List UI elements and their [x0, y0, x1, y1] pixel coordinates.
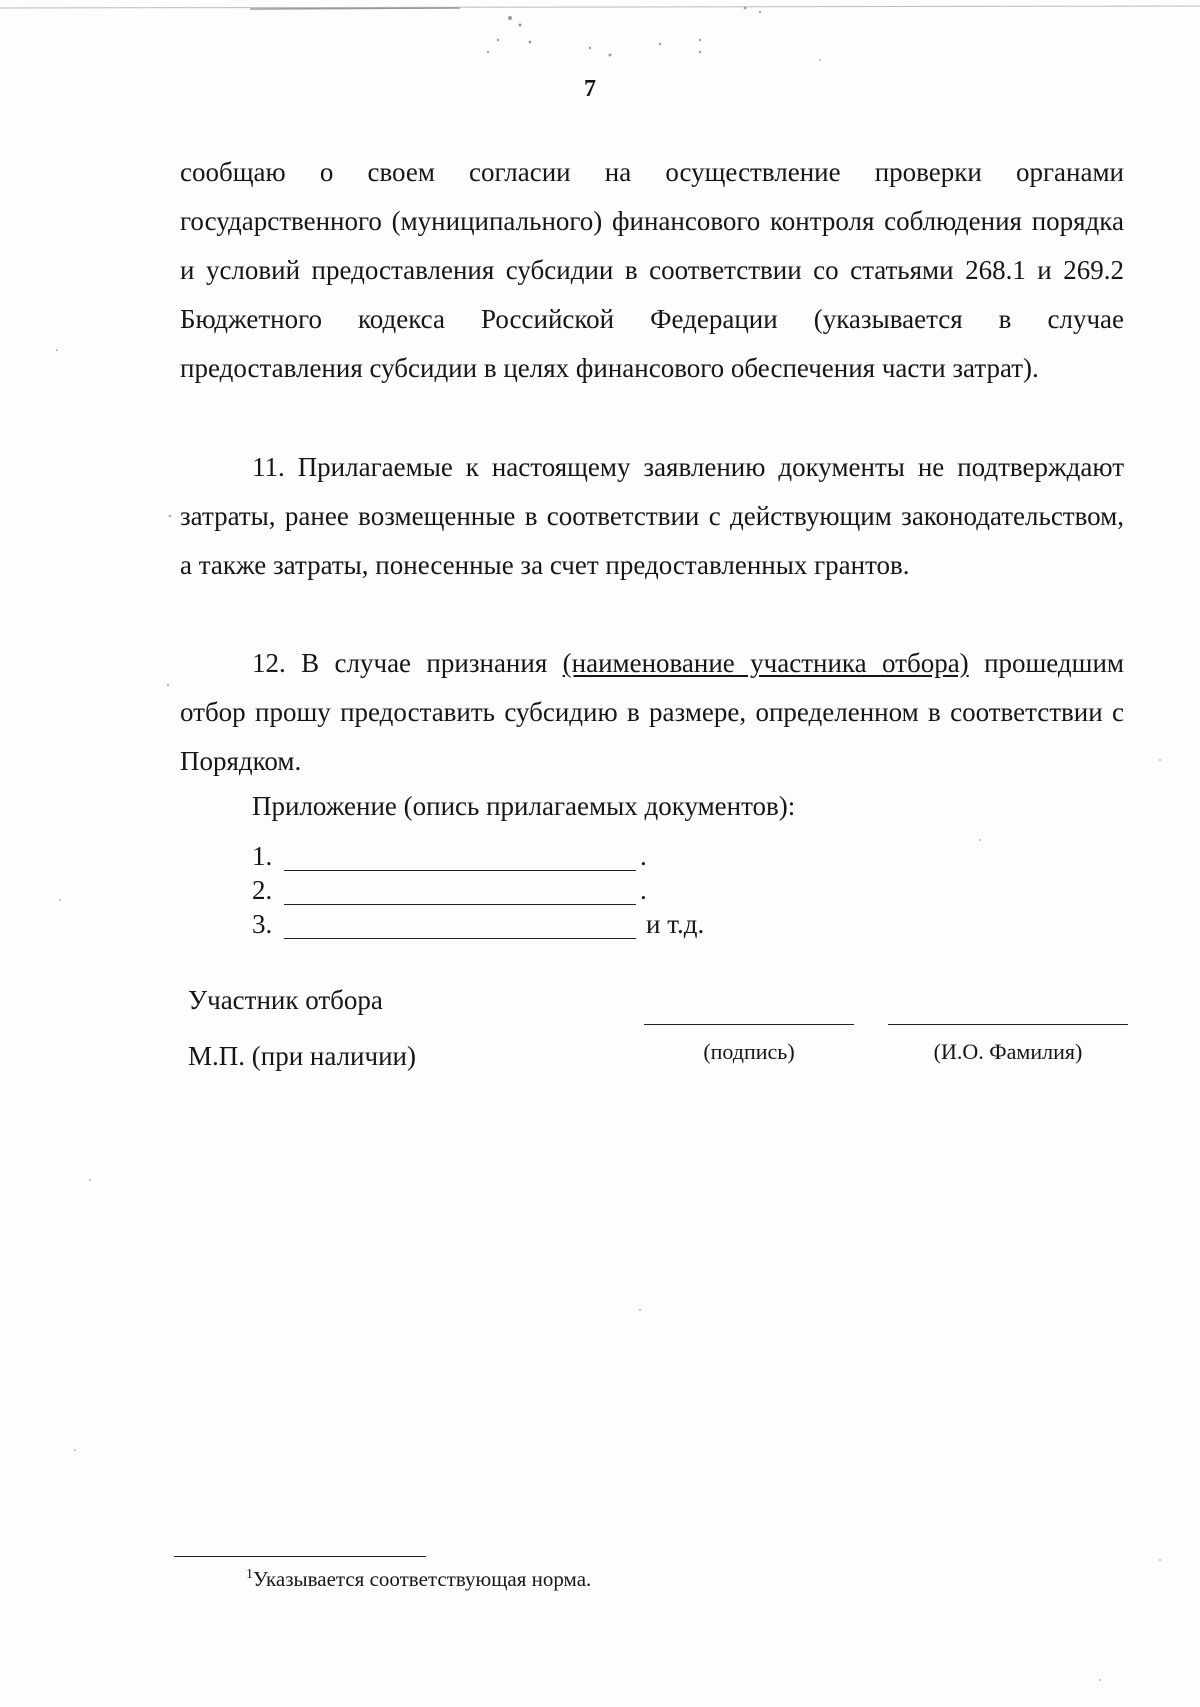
name-caption: (И.О. Фамилия) — [933, 1039, 1083, 1064]
footnote-text: Указывается соответствующая норма. — [253, 1567, 592, 1591]
appendix-item-number: 1. — [252, 841, 273, 871]
page-number: 7 — [584, 76, 596, 102]
signature-line — [644, 1024, 854, 1025]
name-line — [888, 1024, 1128, 1025]
paragraph-continuation: сообщаю о своем согласии на осуществление проверки органами государственного (муниципального) финансового контроля соблюдения порядка и условий предоставления субсидии в соответствии со статьями 268.1 и 269.2 Бюджетного кодекса Российской Федерации (указывается в случае предоставления субсидии в целях финансового обеспечения части затрат). — [180, 157, 1124, 383]
footnote-marker: 1 — [246, 1567, 253, 1582]
appendix-item — [252, 841, 647, 871]
appendix-item-blank-line — [284, 880, 636, 905]
appendix-item-tail: и т.д. — [646, 909, 705, 939]
footnote — [246, 1560, 591, 1594]
paragraph-12-end: прошедшим отбор прошу предоставить субсидию в размере, определенном в соответствии с Порядком. — [180, 648, 1124, 776]
appendix-item-tail: . — [640, 841, 647, 871]
appendix-item-blank-line — [284, 846, 636, 871]
paragraph-12 — [180, 639, 1124, 786]
participant-name-placeholder: (наименование участника отбора) — [562, 648, 969, 678]
stamp-label: М.П. (при наличии) — [188, 1041, 416, 1071]
appendix-item-number: 2. — [252, 875, 273, 905]
appendix-item-number: 3. — [252, 909, 273, 939]
appendix-title: Приложение (опись прилагаемых документов): — [252, 791, 796, 821]
appendix-item-tail: . — [640, 875, 647, 905]
signature-caption: (подпись) — [703, 1039, 795, 1064]
appendix-item — [252, 875, 647, 905]
paragraph-12-start: 12. В случае признания — [252, 648, 563, 678]
appendix-item — [252, 909, 704, 939]
footnote-separator — [174, 1556, 426, 1557]
paragraph-11: 11. Прилагаемые к настоящему заявлению документы не подтверждают затраты, ранее возмещенные в соответствии с действующим законодательством, а также затраты, понесенные за счет предоставленных грантов. — [180, 452, 1124, 580]
appendix-item-blank-line — [284, 914, 636, 939]
participant-label: Участник отбора — [188, 985, 383, 1015]
